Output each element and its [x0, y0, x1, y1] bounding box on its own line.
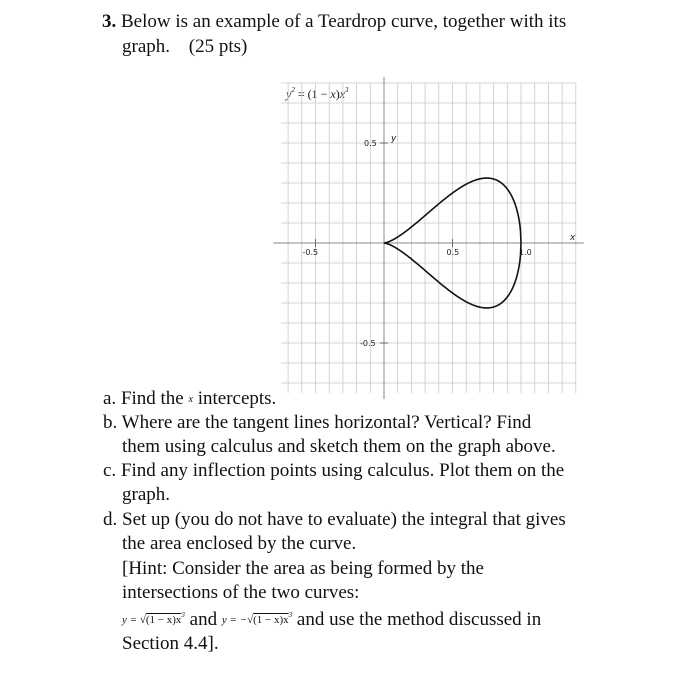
part-d-line1 — [103, 508, 566, 532]
tick-label-x-one: 1.0 — [519, 248, 532, 257]
part-a-text-after: intercepts. — [197, 388, 277, 409]
eq-lhs-exp: 2 — [291, 86, 295, 94]
curve1-formula: $y = √(1 - x)x^3$ — [122, 611, 185, 626]
part-b-label: b. — [103, 412, 118, 433]
part-a-label: a. — [103, 388, 117, 409]
part-b-text1: Where are the tangent lines horizontal? Vertical? Find — [121, 412, 532, 433]
part-a — [103, 387, 276, 412]
tick-label-y-pos-half: 0.5 — [364, 139, 377, 148]
tick-label-x-neg-half: -0.5 — [302, 248, 319, 257]
curve2-formula: $y = -√(1 - x)x^3$ — [221, 611, 293, 626]
problem-number: 3. — [102, 11, 117, 32]
part-d-label: d. — [103, 509, 118, 530]
eq-close: ) — [335, 87, 340, 101]
y-axis-label: y — [391, 134, 397, 144]
part-a-text: Find the — [120, 388, 184, 409]
tick-label-y-neg-half: -0.5 — [360, 339, 376, 348]
part-d-line6: Section 4.4]. — [122, 633, 219, 654]
part-d-text1: Set up (you do not have to evaluate) the integral that gives — [122, 509, 566, 530]
graph-grid — [281, 83, 576, 393]
problem-text-line1: Below is an example of a Teardrop curve, together with its — [121, 11, 567, 32]
part-c-label: c. — [103, 460, 117, 481]
part-d-line5 — [122, 608, 541, 632]
problem-points: (25 pts) — [188, 36, 248, 57]
curve1-exp: 3 — [181, 611, 185, 619]
problem-text-line2: graph. — [122, 36, 171, 57]
part-a-var: x — [188, 394, 193, 405]
tick-label-x-half: 0.5 — [446, 248, 460, 257]
curve2-exp: 3 — [288, 611, 293, 619]
part-b-line1 — [103, 411, 531, 435]
curve1-lhs: y = — [122, 614, 140, 626]
part-d-line3: [Hint: Consider the area as being formed by the — [122, 558, 484, 579]
graph-axes — [273, 77, 584, 399]
part-c-line2: graph. — [122, 484, 171, 505]
part-d-line4: intersections of the two curves: — [122, 582, 360, 603]
part-d-line2: the area enclosed by the curve. — [122, 533, 357, 554]
curve2-lhs: y = − — [221, 614, 248, 626]
part-d-and: and — [189, 609, 218, 630]
part-b-line2: them using calculus and sketch them on the graph above. — [122, 436, 556, 457]
eq-exp: 3 — [345, 86, 349, 94]
eq-lhs: y — [286, 87, 292, 101]
curve2-radicand: (1 − x)x — [253, 614, 289, 626]
eq-var: x — [330, 87, 336, 101]
part-c-text1: Find any inflection points using calculus. Plot them on the — [120, 460, 565, 481]
eq-var2: x — [339, 87, 346, 101]
eq-mid: = (1 − — [294, 87, 331, 101]
part-d-line5-end: and use the method discussed in — [296, 609, 542, 630]
x-axis-label: x — [570, 233, 576, 243]
part-c-line1 — [103, 459, 564, 483]
curve1-radicand: (1 − x)x — [145, 614, 182, 626]
